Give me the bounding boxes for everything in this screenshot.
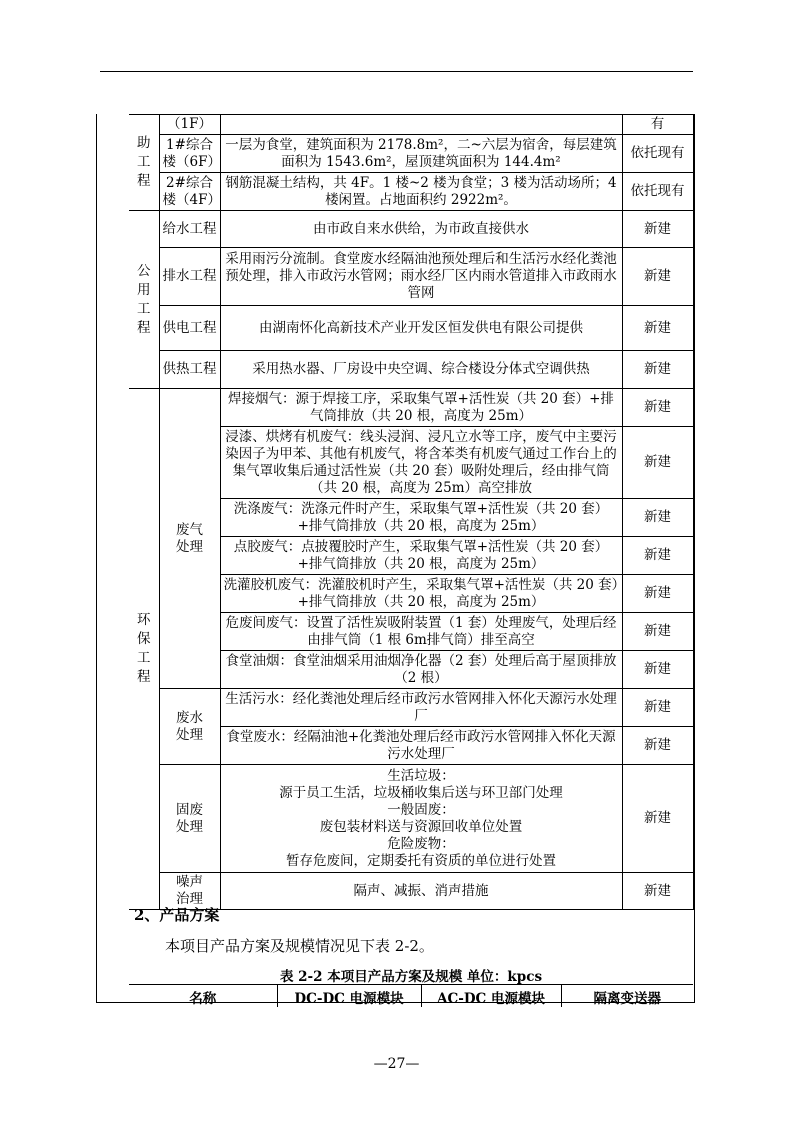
item-status: 新建 xyxy=(622,765,693,873)
item-status: 有 xyxy=(622,115,693,135)
project-composition-table xyxy=(129,114,694,910)
table-row xyxy=(129,115,693,135)
table-row xyxy=(129,765,693,873)
item-status: 新建 xyxy=(622,873,693,910)
section-intro: 本项目产品方案及规模情况见下表 2-2。 xyxy=(165,937,434,955)
solid-waste-line: 生活垃圾： xyxy=(387,767,455,784)
table-row xyxy=(129,135,693,173)
table-row xyxy=(129,211,693,248)
item-desc: 生活污水：经化粪池处理后经市政污水管网排入怀化天源污水处理厂 xyxy=(220,689,622,727)
item-desc: 由市政自来水供给，为市政直接供水 xyxy=(220,211,622,248)
item-name: 供电工程 xyxy=(159,306,220,351)
solid-waste-line: 一般固废： xyxy=(387,801,455,818)
item-status: 新建 xyxy=(622,499,693,537)
item-name: 排水工程 xyxy=(159,248,220,306)
column-header: 隔离变送器 xyxy=(561,985,693,1008)
solid-waste-line: 暂存危废间，定期委托有资质的单位进行处置 xyxy=(286,852,556,869)
product-table xyxy=(129,984,693,1007)
item-desc: 由湖南怀化高新技术产业开发区恒发供电有限公司提供 xyxy=(220,306,622,351)
solid-waste-line: 废包装材料送与资源回收单位处置 xyxy=(319,818,523,835)
subcategory-solid-waste: 固废处理 xyxy=(159,765,220,873)
category-auxiliary: 助工程 xyxy=(129,115,159,211)
subcategory-noise: 噪声治理 xyxy=(159,873,220,910)
item-status: 依托现有 xyxy=(622,135,693,173)
item-desc: 浸漆、烘烤有机废气：线头浸润、浸凡立水等工序，废气中主要污染因子为甲苯、其他有机废气，将含苯类有机废气通过工作台上的集气罩收集后通过活性炭（共 20 套）吸附处理后，经由排气筒（共 20 根，高度为 25m）高空排放 xyxy=(220,427,622,499)
table-row xyxy=(129,306,693,351)
item-name: 2#综合楼（4F） xyxy=(159,173,220,211)
item-desc: 食堂废水：经隔油池+化粪池处理后经市政污水管网排入怀化天源污水处理厂 xyxy=(220,727,622,765)
solid-waste-line: 源于员工生活，垃圾桶收集后送与环卫部门处理 xyxy=(279,784,563,801)
item-desc xyxy=(220,115,622,135)
item-desc: 食堂油烟：食堂油烟采用油烟净化器（2 套）处理后高于屋顶排放（2 根） xyxy=(220,651,622,689)
subcategory-waste-water: 废水处理 xyxy=(159,689,220,765)
item-status: 新建 xyxy=(622,211,693,248)
section-title: 2、产品方案 xyxy=(134,906,220,924)
item-status: 新建 xyxy=(622,306,693,351)
item-desc: 钢筋混凝土结构，共 4F。1 楼~2 楼为食堂；3 楼为活动场所；4 楼闲置。占地面积约 2922m²。 xyxy=(220,173,622,211)
item-name: （1F） xyxy=(159,115,220,135)
table-caption: 表 2-2 本项目产品方案及规模 单位：kpcs xyxy=(279,969,543,985)
item-desc-solid-waste xyxy=(220,765,622,873)
item-desc: 洗涤废气：洗涤元件时产生，采取集气罩+活性炭（共 20 套）+排气筒排放（共 20 根，高度为 25m） xyxy=(220,499,622,537)
header-rule xyxy=(100,71,693,72)
item-status: 依托现有 xyxy=(622,173,693,211)
item-name: 供热工程 xyxy=(159,351,220,389)
category-environmental: 环保工程 xyxy=(129,389,159,910)
item-desc: 危废间废气：设置了活性炭吸附装置（1 套）处理废气，处理后经由排气筒（1 根 6m排气筒）排至高空 xyxy=(220,613,622,651)
item-desc: 采用雨污分流制。食堂废水经隔油池预处理后和生活污水经化粪池预处理，排入市政污水管网；雨水经厂区内雨水管道排入市政雨水管网 xyxy=(220,248,622,306)
table-row xyxy=(129,389,693,427)
column-header: 名称 xyxy=(129,985,277,1008)
item-desc: 点胶废气：点披覆胶时产生，采取集气罩+活性炭（共 20 套）+排气筒排放（共 20 根，高度为 25m） xyxy=(220,537,622,575)
solid-waste-line: 危险废物： xyxy=(387,835,455,852)
item-desc: 洗灌胶机废气：洗灌胶机时产生，采取集气罩+活性炭（共 20 套）+排气筒排放（共 20 根，高度为 25m） xyxy=(220,575,622,613)
item-status: 新建 xyxy=(622,651,693,689)
subcategory-waste-gas: 废气处理 xyxy=(159,389,220,689)
item-status: 新建 xyxy=(622,727,693,765)
table-row xyxy=(129,173,693,211)
item-desc: 焊接烟气：源于焊接工序，采取集气罩+活性炭（共 20 套）+排气筒排放（共 20 根，高度为 25m） xyxy=(220,389,622,427)
item-status: 新建 xyxy=(622,389,693,427)
item-desc: 一层为食堂，建筑面积为 2178.8m²，二~六层为宿舍，每层建筑面积为 1543.6m²，屋顶建筑面积为 144.4m² xyxy=(220,135,622,173)
item-name: 1#综合楼（6F） xyxy=(159,135,220,173)
item-desc: 隔声、减振、消声措施 xyxy=(220,873,622,910)
page-number: —27— xyxy=(373,1056,420,1072)
item-status: 新建 xyxy=(622,351,693,389)
item-desc: 采用热水器、厂房设中央空调、综合楼设分体式空调供热 xyxy=(220,351,622,389)
item-status: 新建 xyxy=(622,537,693,575)
table-header-row xyxy=(129,985,693,1008)
category-public: 公用工程 xyxy=(129,211,159,389)
item-status: 新建 xyxy=(622,575,693,613)
item-status: 新建 xyxy=(622,689,693,727)
column-header: AC-DC 电源模块 xyxy=(421,985,561,1008)
column-header: DC-DC 电源模块 xyxy=(277,985,421,1008)
item-status: 新建 xyxy=(622,248,693,306)
item-name: 给水工程 xyxy=(159,211,220,248)
table-row xyxy=(129,248,693,306)
item-status: 新建 xyxy=(622,427,693,499)
table-row xyxy=(129,351,693,389)
item-status: 新建 xyxy=(622,613,693,651)
table-row xyxy=(129,689,693,727)
